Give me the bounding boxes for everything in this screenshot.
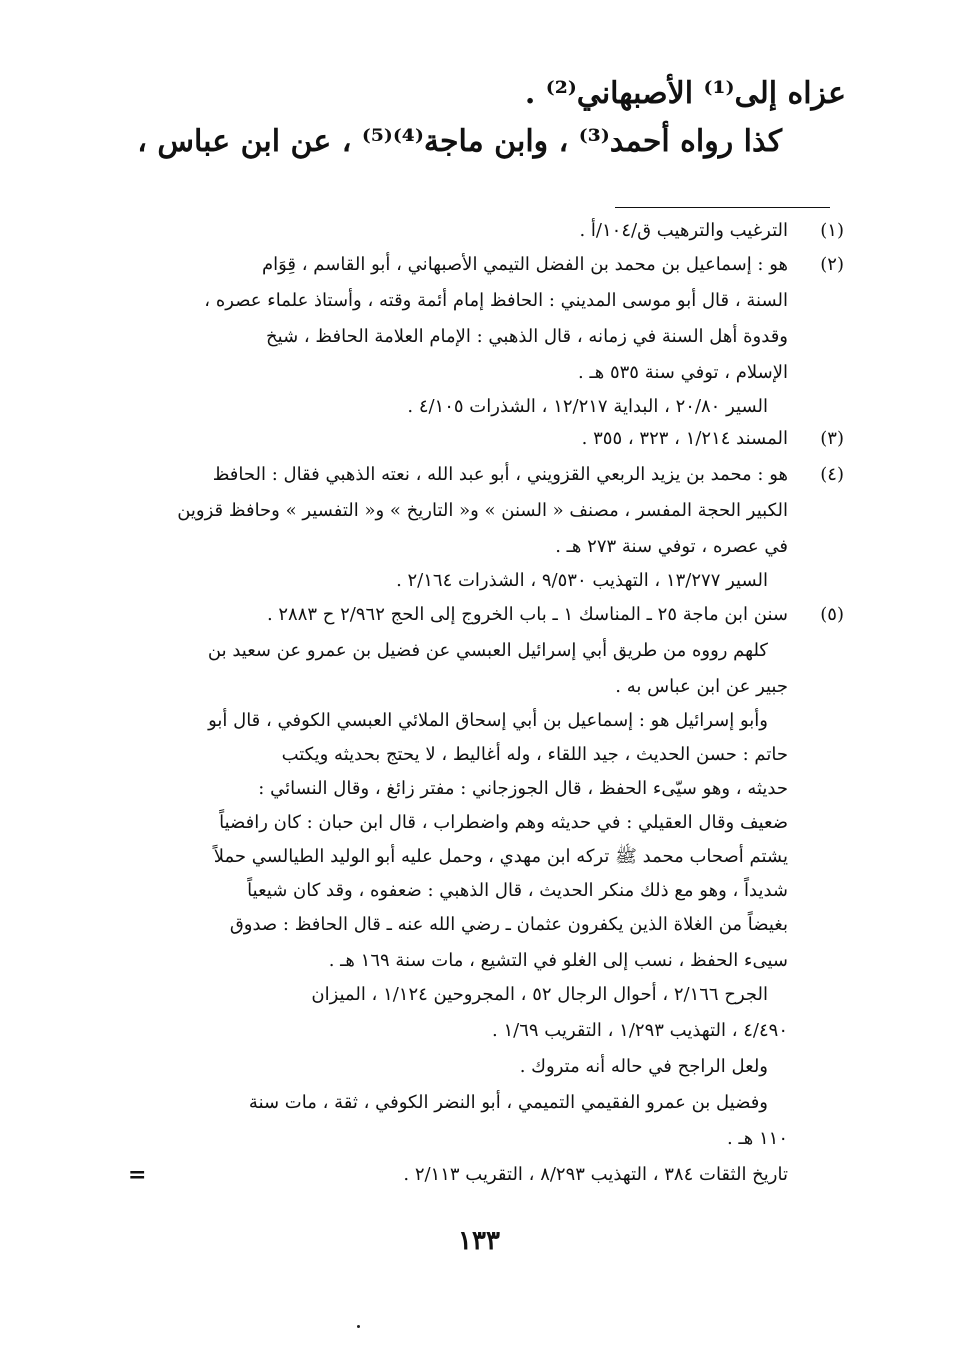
footnote-number-4: (٤) xyxy=(820,464,844,485)
footnote-5-line: وفضيل بن عمرو الفقيمي التميمي ، أبو النضر الكوفي ، ثقة ، مات سنة xyxy=(248,1092,768,1113)
footnote-1: الترغيب والترهيب ق/١٠٤/أ . xyxy=(579,220,788,241)
footnote-number-2: (٢) xyxy=(820,254,844,275)
footnote-3: المسند ١/٢١٤ ، ٣٢٣ ، ٣٥٥ . xyxy=(581,428,788,449)
footnote-2-line: وقدوة أهل السنة في زمانه ، قال الذهبي : الإمام العلامة الحافظ ، شيخ xyxy=(266,326,788,347)
footnote-separator xyxy=(615,207,830,208)
footnote-5-references: الجرح ٢/١٦٦ ، أحوال الرجال ٥٢ ، المجروحين ١/١٢٤ ، الميزان xyxy=(311,984,768,1005)
footnote-5-references: تاريخ الثقات ٣٨٤ ، التهذيب ٨/٢٩٣ ، التقريب ٢/١١٣ . xyxy=(403,1164,788,1185)
footnote-2-line: السنة ، قال أبو موسى المديني : الحافظ إمام أئمة وقته ، وأستاذ علماء عصره ، xyxy=(204,290,788,311)
footnote-5-line: حديثه ، وهو سيّىء الحفظ ، قال الجوزجاني : مفتر زائغ ، وقال النسائي : xyxy=(258,778,788,799)
continuation-mark: = xyxy=(128,1162,147,1188)
footnote-2-line: هو : إسماعيل بن محمد بن الفضل التيمي الأصبهاني ، أبو القاسم ، قِوَام xyxy=(261,254,788,275)
footnote-5-line: جبير عن ابن عباس به . xyxy=(615,676,788,697)
main-text-line-1: عزاه إلى⁽¹⁾ الأصبهاني⁽²⁾ . xyxy=(524,76,846,111)
footnote-5-line: حاتم : حسن الحديث ، جيد اللقاء ، وله أغاليط ، لا يحتج بحديثه ويكتب xyxy=(281,744,788,765)
footnote-5-line: شديداً ، وهو مع ذلك منكر الحديث ، قال الذهبي : ضعفوه ، وقد كان شيعياً xyxy=(247,880,788,901)
page-number: ١٣٣ xyxy=(458,1226,500,1256)
footnote-5-line: سنن ابن ماجة ٢٥ ـ المناسك ١ ـ باب الخروج إلى الحج ٢/٩٦٢ ح ٢٨٨٣ . xyxy=(266,604,788,625)
footnote-2-line: الإسلام ، توفي سنة ٥٣٥ هـ . xyxy=(578,362,788,383)
footnote-5-line: وأبو إسرائيل هو : إسماعيل بن أبي إسحاق الملائي العبسي الكوفي ، قال أبو xyxy=(208,710,768,731)
footnote-5-line: بغيضاً من الغلاة الذين يكفرون عثمان ـ رضي الله عنه ـ قال الحافظ : صدوق xyxy=(229,914,788,935)
footnote-5-line: ولعل الراجح في حاله أنه متروك . xyxy=(519,1056,768,1077)
footnote-5-references: ٤/٤٩٠ ، التهذيب ١/٢٩٣ ، التقريب ١/٦٩ . xyxy=(492,1020,788,1041)
footnote-4-line: الكبير الحجة المفسر ، مصنف « السنن » و« التاريخ » و« التفسير » وحافظ قزوين xyxy=(177,500,788,521)
footnote-4-line: هو : محمد بن يزيد الربعي القزويني ، أبو عبد الله ، نعته الذهبي فقال : الحافظ xyxy=(212,464,788,485)
footnote-number-1: (١) xyxy=(820,220,844,241)
footnote-4-line: في عصره ، توفي سنة ٢٧٣ هـ . xyxy=(555,536,788,557)
footnote-number-3: (٣) xyxy=(820,428,844,449)
footnote-5-line: كلهم رووه من طريق أبي إسرائيل العبسي عن فضيل بن عمرو عن سعيد بن xyxy=(207,640,768,661)
footnote-5-line: ١١٠ هـ . xyxy=(727,1128,788,1149)
footnote-2-references: السير ٢٠/٨٠ ، البداية ١٢/٢١٧ ، الشذرات ٤/١٠٥ . xyxy=(407,396,768,417)
footnote-4-references: السير ١٣/٢٧٧ ، التهذيب ٩/٥٣٠ ، الشذرات ٢/١٦٤ . xyxy=(396,570,768,591)
page-speck xyxy=(357,1325,360,1328)
footnote-5-line: ضعيف وقال العقيلي : في حديثه وهم واضطراب ، قال ابن حبان : كان رافضياً xyxy=(219,812,788,833)
footnote-number-5: (٥) xyxy=(820,604,844,625)
main-text-line-2: كذا رواه أحمد⁽³⁾ ، وابن ماجة⁽⁴⁾⁽⁵⁾ ، عن ابن عباس ، xyxy=(137,124,782,159)
footnote-5-line: يشتم أصحاب محمد ﷺ تركه ابن مهدي ، وحمل عليه أبو الوليد الطيالسي حملاً xyxy=(213,846,788,867)
footnote-5-line: سيىء الحفظ ، نسب إلى الغلو في التشيع ، مات سنة ١٦٩ هـ . xyxy=(328,950,788,971)
